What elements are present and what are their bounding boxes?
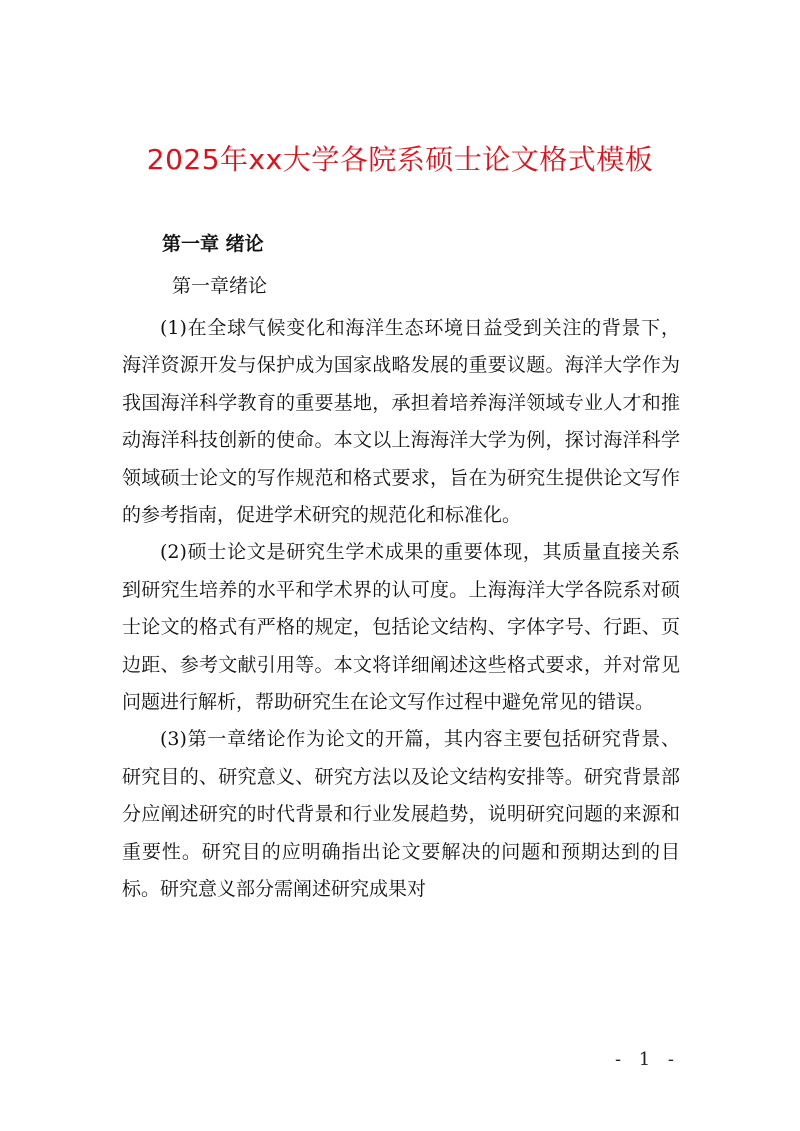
- chapter-heading: 第一章 绪论: [162, 233, 264, 255]
- page-number: - 1 -: [614, 1049, 680, 1070]
- paragraph-1: (1)在全球气候变化和海洋生态环境日益受到关注的背景下，海洋资源开发与保护成为国家战略发展的重要议题。海洋大学作为我国海洋科学教育的重要基地，承担着培养海洋领域专业人才和推动海洋科技创新的使命。本文以上海海洋大学为例，探讨海洋科学领域硕士论文的写作规范和格式要求，旨在为研究生提供论文写作的参考指南，促进学术研究的规范化和标准化。: [122, 317, 680, 527]
- body-text: [122, 310, 680, 909]
- chapter-subtitle: 第一章绪论: [172, 275, 268, 297]
- paragraph-2: (2)硕士论文是研究生学术成果的重要体现，其质量直接关系到研究生培养的水平和学术界的认可度。上海海洋大学各院系对硕士论文的格式有严格的规定，包括论文结构、字体字号、行距、页边距、参考文献引用等。本文将详细阐述这些格式要求，并对常见问题进行解析，帮助研究生在论文写作过程中避免常见的错误。: [122, 541, 680, 714]
- paragraph-3: (3)第一章绪论作为论文的开篇，其内容主要包括研究背景、研究目的、研究意义、研究方法以及论文结构安排等。研究背景部分应阐述研究的时代背景和行业发展趋势，说明研究问题的来源和重要性。研究目的应明确指出论文要解决的问题和预期达到的目标。研究意义部分需阐述研究成果对: [122, 728, 680, 901]
- document-title: 2025年xx大学各院系硕士论文格式模板: [146, 143, 654, 176]
